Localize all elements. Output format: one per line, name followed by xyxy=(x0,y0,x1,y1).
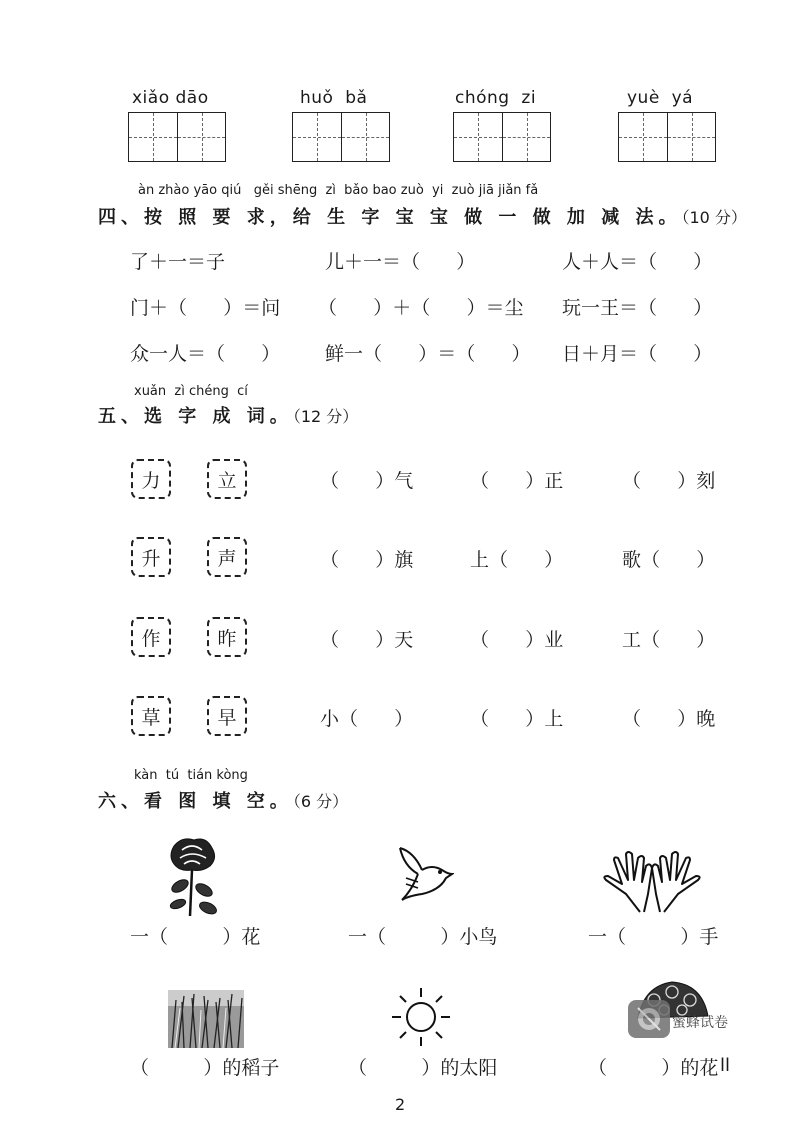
s5-r2-b1[interactable]: （ ）旗 xyxy=(320,549,414,571)
section4-score: （10 分） xyxy=(681,208,747,227)
s5-r2-b2[interactable]: 上（ ） xyxy=(470,549,564,571)
caption-rice[interactable]: （ ）的稻子 xyxy=(130,1057,280,1079)
caption-flowers[interactable]: （ ）的花 xyxy=(588,1057,719,1079)
s5-r2-b3[interactable]: 歌（ ） xyxy=(622,549,716,571)
s5-r4-b1[interactable]: 小（ ） xyxy=(320,708,414,730)
watermark-text: 蜜蜂试卷 xyxy=(672,1015,728,1031)
caption-flower[interactable]: 一（ ）花 xyxy=(130,926,261,948)
s4-r2-c1[interactable]: 门＋（ ）＝问 xyxy=(130,297,281,319)
writing-grid-2[interactable] xyxy=(292,112,390,162)
s4-r3-c3[interactable]: 日＋月＝（ ） xyxy=(562,343,713,365)
char-choice-sheng[interactable]: 升 xyxy=(131,537,171,577)
page-number: 2 xyxy=(395,1095,406,1114)
s5-r4-b2[interactable]: （ ）上 xyxy=(470,708,564,730)
char-choice-zuo2[interactable]: 昨 xyxy=(207,617,247,657)
caption-hands[interactable]: 一（ ）手 xyxy=(588,926,719,948)
caption-sun[interactable]: （ ）的太阳 xyxy=(348,1057,498,1079)
s5-r1-b2[interactable]: （ ）正 xyxy=(470,470,564,492)
section5-pinyin: xuǎn zì chéng cí xyxy=(134,384,248,399)
s4-r1-c2[interactable]: 儿＋一＝（ ） xyxy=(325,251,476,273)
writing-grid-1[interactable] xyxy=(128,112,226,162)
bird-icon xyxy=(392,844,454,904)
section4-pinyin: àn zhào yāo qiú gěi shēng zì bǎo bao zuò yi zuò jiā jiǎn fǎ xyxy=(138,183,539,198)
char-choice-li2[interactable]: 立 xyxy=(207,459,247,499)
s4-r1-c3[interactable]: 人＋人＝（ ） xyxy=(562,251,713,273)
section6-heading xyxy=(98,787,348,813)
char-choice-zuo[interactable]: 作 xyxy=(131,617,171,657)
s5-r4-b3[interactable]: （ ）晚 xyxy=(622,708,716,730)
s4-r2-c2[interactable]: （ ）＋（ ）＝尘 xyxy=(318,297,524,319)
pinyin-label-1: xiǎo dāo xyxy=(132,88,209,108)
section4-title: 四、按 照 要 求，给 生 字 宝 宝 做 一 做 加 减 法。 xyxy=(98,207,682,228)
s5-r1-b3[interactable]: （ ）刻 xyxy=(622,470,716,492)
pinyin-label-2: huǒ bǎ xyxy=(300,88,368,108)
section6-score: （6 分） xyxy=(292,792,349,811)
s5-r3-b3[interactable]: 工（ ） xyxy=(622,629,716,651)
section5-score: （12 分） xyxy=(292,407,359,426)
writing-grid-4[interactable] xyxy=(618,112,716,162)
s5-r3-b1[interactable]: （ ）天 xyxy=(320,629,414,651)
pinyin-label-4: yuè yá xyxy=(627,88,694,108)
char-choice-sheng2[interactable]: 声 xyxy=(207,537,247,577)
s4-r2-c3[interactable]: 玩一王＝（ ） xyxy=(562,297,713,319)
scan-mark: ll xyxy=(720,1055,731,1076)
s5-r1-b1[interactable]: （ ）气 xyxy=(320,470,414,492)
watermark-logo-icon xyxy=(628,1000,670,1038)
s5-r3-b2[interactable]: （ ）业 xyxy=(470,629,564,651)
section5-heading xyxy=(98,402,358,428)
s4-r1-c1[interactable]: 了＋一＝子 xyxy=(130,251,226,273)
char-choice-li[interactable]: 力 xyxy=(131,459,171,499)
section6-title: 六、看 图 填 空。 xyxy=(98,791,293,812)
s4-r3-c2[interactable]: 鲜一（ ）＝（ ） xyxy=(325,343,531,365)
rice-field-icon xyxy=(168,990,244,1048)
hands-icon xyxy=(600,850,704,914)
caption-bird[interactable]: 一（ ）小鸟 xyxy=(348,926,498,948)
sun-icon xyxy=(390,986,452,1048)
pinyin-label-3: chóng zi xyxy=(455,88,537,108)
rose-icon xyxy=(160,836,228,916)
char-choice-zao[interactable]: 早 xyxy=(207,696,247,736)
section5-title: 五、选 字 成 词。 xyxy=(98,406,293,427)
watermark-badge xyxy=(628,1000,670,1038)
section4-heading xyxy=(98,203,747,229)
s4-r3-c1[interactable]: 众一人＝（ ） xyxy=(130,343,281,365)
char-choice-cao[interactable]: 草 xyxy=(131,696,171,736)
writing-grid-3[interactable] xyxy=(453,112,551,162)
section6-pinyin: kàn tú tián kòng xyxy=(134,768,248,783)
